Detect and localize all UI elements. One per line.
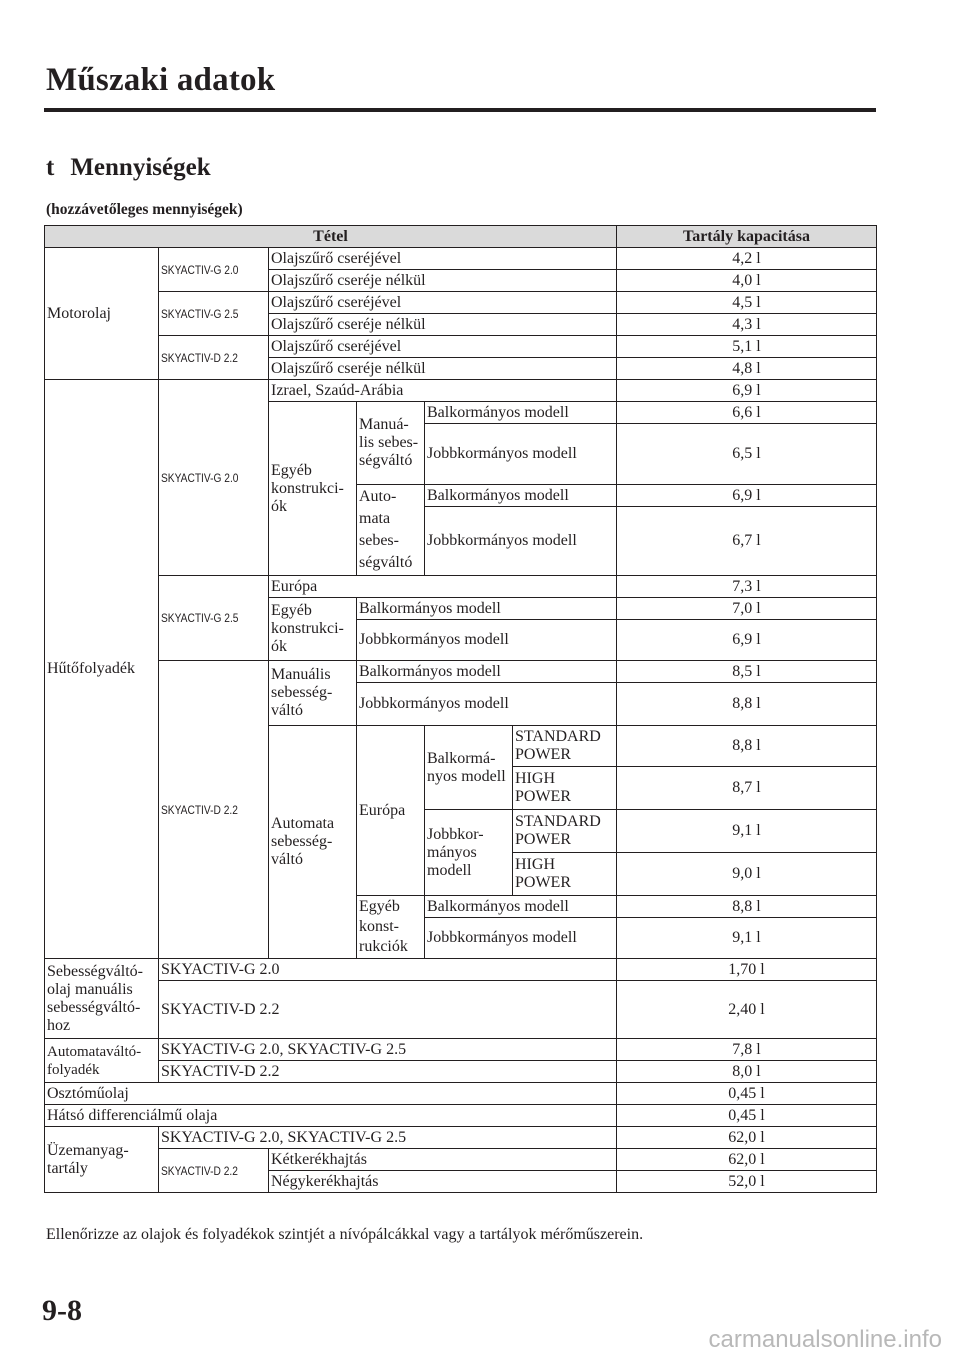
- oil-with-filter: Olajszűrő cseréjével: [269, 248, 617, 270]
- value-cell: 7,0 l: [617, 598, 877, 620]
- rhd-label: Jobbkormányos modell: [425, 918, 617, 959]
- oil-with-filter: Olajszűrő cseréjével: [269, 336, 617, 358]
- value-cell: 6,6 l: [617, 402, 877, 424]
- lhd-label: Balkormányos modell: [425, 402, 617, 424]
- manual-trans-label: Manuális sebesség-váltó: [269, 661, 357, 726]
- footnote: Ellenőrizze az olajok és folyadékok szintjét a nívópálcákkal vagy a tartályok mérőműszerein.: [46, 1226, 644, 1243]
- section-heading: [46, 154, 211, 182]
- value-cell: 8,0 l: [617, 1061, 877, 1083]
- value-cell: 6,5 l: [617, 424, 877, 485]
- watermark: carmanualsonline.info: [708, 1326, 942, 1353]
- capacity-table: [44, 225, 877, 1193]
- value-cell: 4,8 l: [617, 358, 877, 380]
- standard-power: STANDARD POWER: [513, 810, 617, 853]
- other-constructions-2: Egyéb konst-rukciók: [357, 896, 425, 959]
- engine-oil-g25: SKYACTIV-G 2.5: [161, 306, 239, 321]
- fuel-d22: SKYACTIV-D 2.2: [161, 1163, 238, 1178]
- value-cell: 9,1 l: [617, 918, 877, 959]
- rhd-label: Jobbkormányos modell: [357, 683, 617, 726]
- mto-g20: SKYACTIV-G 2.0: [159, 959, 617, 981]
- high-power: HIGH POWER: [513, 767, 617, 810]
- manual-short: Manuá-lis sebes-ségváltó: [357, 402, 425, 485]
- other-constructions: Egyéb konstrukci-ók: [269, 402, 357, 576]
- oil-without-filter: Olajszűrő cseréje nélkül: [269, 314, 617, 336]
- rhd-short: Jobbkor-mányos modell: [425, 810, 513, 896]
- oil-with-filter: Olajszűrő cseréjével: [269, 292, 617, 314]
- value-cell: 6,9 l: [617, 620, 877, 661]
- fuel-g: SKYACTIV-G 2.0, SKYACTIV-G 2.5: [159, 1127, 617, 1149]
- oil-without-filter: Olajszűrő cseréje nélkül: [269, 358, 617, 380]
- lhd-label: Balkormányos modell: [357, 598, 617, 620]
- value-cell: 8,5 l: [617, 661, 877, 683]
- value-cell: 6,9 l: [617, 380, 877, 402]
- value-cell: 9,0 l: [617, 853, 877, 896]
- rhd-label: Jobbkormányos modell: [425, 507, 617, 576]
- value-cell: 4,3 l: [617, 314, 877, 336]
- auto-trans-fluid-label: Automataváltó-folyadék: [45, 1039, 159, 1083]
- value-cell: 5,1 l: [617, 336, 877, 358]
- page-number: 9-8: [42, 1294, 82, 1327]
- lhd-label: Balkormányos modell: [425, 485, 617, 507]
- rhd-label: Jobbkormányos modell: [357, 620, 617, 661]
- value-cell: 8,8 l: [617, 683, 877, 726]
- coolant-g20: SKYACTIV-G 2.0: [161, 470, 239, 485]
- page-header-title: Műszaki adatok: [46, 62, 276, 98]
- value-cell: 7,3 l: [617, 576, 877, 598]
- value-cell: 8,8 l: [617, 726, 877, 767]
- lhd-label: Balkormányos modell: [425, 896, 617, 918]
- section-marker: t: [46, 154, 55, 181]
- atf-d22: SKYACTIV-D 2.2: [159, 1061, 617, 1083]
- manual-trans-oil-label: Sebességváltó-olaj manuális sebességváltó-hoz: [45, 959, 159, 1039]
- rear-diff-label: Hátsó differenciálmű olaja: [45, 1105, 617, 1127]
- four-wd-label: Négykerékhajtás: [269, 1171, 617, 1193]
- value-cell: 9,1 l: [617, 810, 877, 853]
- value-cell: 7,8 l: [617, 1039, 877, 1061]
- value-cell: 0,45 l: [617, 1083, 877, 1105]
- two-wd-label: Kétkerékhajtás: [269, 1149, 617, 1171]
- value-cell: 4,5 l: [617, 292, 877, 314]
- value-cell: 6,9 l: [617, 485, 877, 507]
- header-rule: [44, 108, 876, 112]
- europe-label: Európa: [357, 726, 425, 896]
- value-cell: 62,0 l: [617, 1149, 877, 1171]
- value-cell: 4,0 l: [617, 270, 877, 292]
- col-header-capacity: Tartály kapacitása: [617, 226, 877, 248]
- coolant-g25: SKYACTIV-G 2.5: [161, 611, 239, 625]
- fuel-tank-label: Üzemanyag-tartály: [45, 1127, 159, 1193]
- lhd-label: Balkormányos modell: [357, 661, 617, 683]
- auto-short: Auto-mata sebes-ségváltó: [357, 485, 425, 576]
- value-cell: 8,8 l: [617, 896, 877, 918]
- value-cell: 2,40 l: [617, 981, 877, 1039]
- coolant-label: Hűtőfolyadék: [45, 380, 159, 959]
- israel-label: Izrael, Szaúd-Arábia: [269, 380, 617, 402]
- oil-without-filter: Olajszűrő cseréje nélkül: [269, 270, 617, 292]
- mto-d22: SKYACTIV-D 2.2: [159, 981, 617, 1039]
- transfer-oil-label: Osztóműolaj: [45, 1083, 617, 1105]
- value-cell: 6,7 l: [617, 507, 877, 576]
- europe-label: Európa: [269, 576, 617, 598]
- standard-power: STANDARD POWER: [513, 726, 617, 767]
- coolant-d22: SKYACTIV-D 2.2: [161, 802, 238, 817]
- high-power: HIGH POWER: [513, 853, 617, 896]
- engine-oil-d22: SKYACTIV-D 2.2: [161, 350, 238, 365]
- value-cell: 0,45 l: [617, 1105, 877, 1127]
- rhd-label: Jobbkormányos modell: [425, 424, 617, 485]
- section-title: Mennyiségek: [70, 154, 211, 181]
- value-cell: 52,0 l: [617, 1171, 877, 1193]
- value-cell: 8,7 l: [617, 767, 877, 810]
- value-cell: 1,70 l: [617, 959, 877, 981]
- value-cell: 4,2 l: [617, 248, 877, 270]
- section-subtitle: (hozzávetőleges mennyiségek): [46, 201, 243, 218]
- lhd-short: Balkormá-nyos modell: [425, 726, 513, 810]
- col-header-item: Tétel: [45, 226, 617, 248]
- other-constructions: Egyéb konstrukci-ók: [269, 598, 357, 661]
- atf-g: SKYACTIV-G 2.0, SKYACTIV-G 2.5: [159, 1039, 617, 1061]
- engine-oil-label: Motorolaj: [45, 248, 159, 380]
- automatic-trans-label: Automata sebesség-váltó: [269, 726, 357, 959]
- engine-oil-g20: SKYACTIV-G 2.0: [161, 262, 239, 277]
- value-cell: 62,0 l: [617, 1127, 877, 1149]
